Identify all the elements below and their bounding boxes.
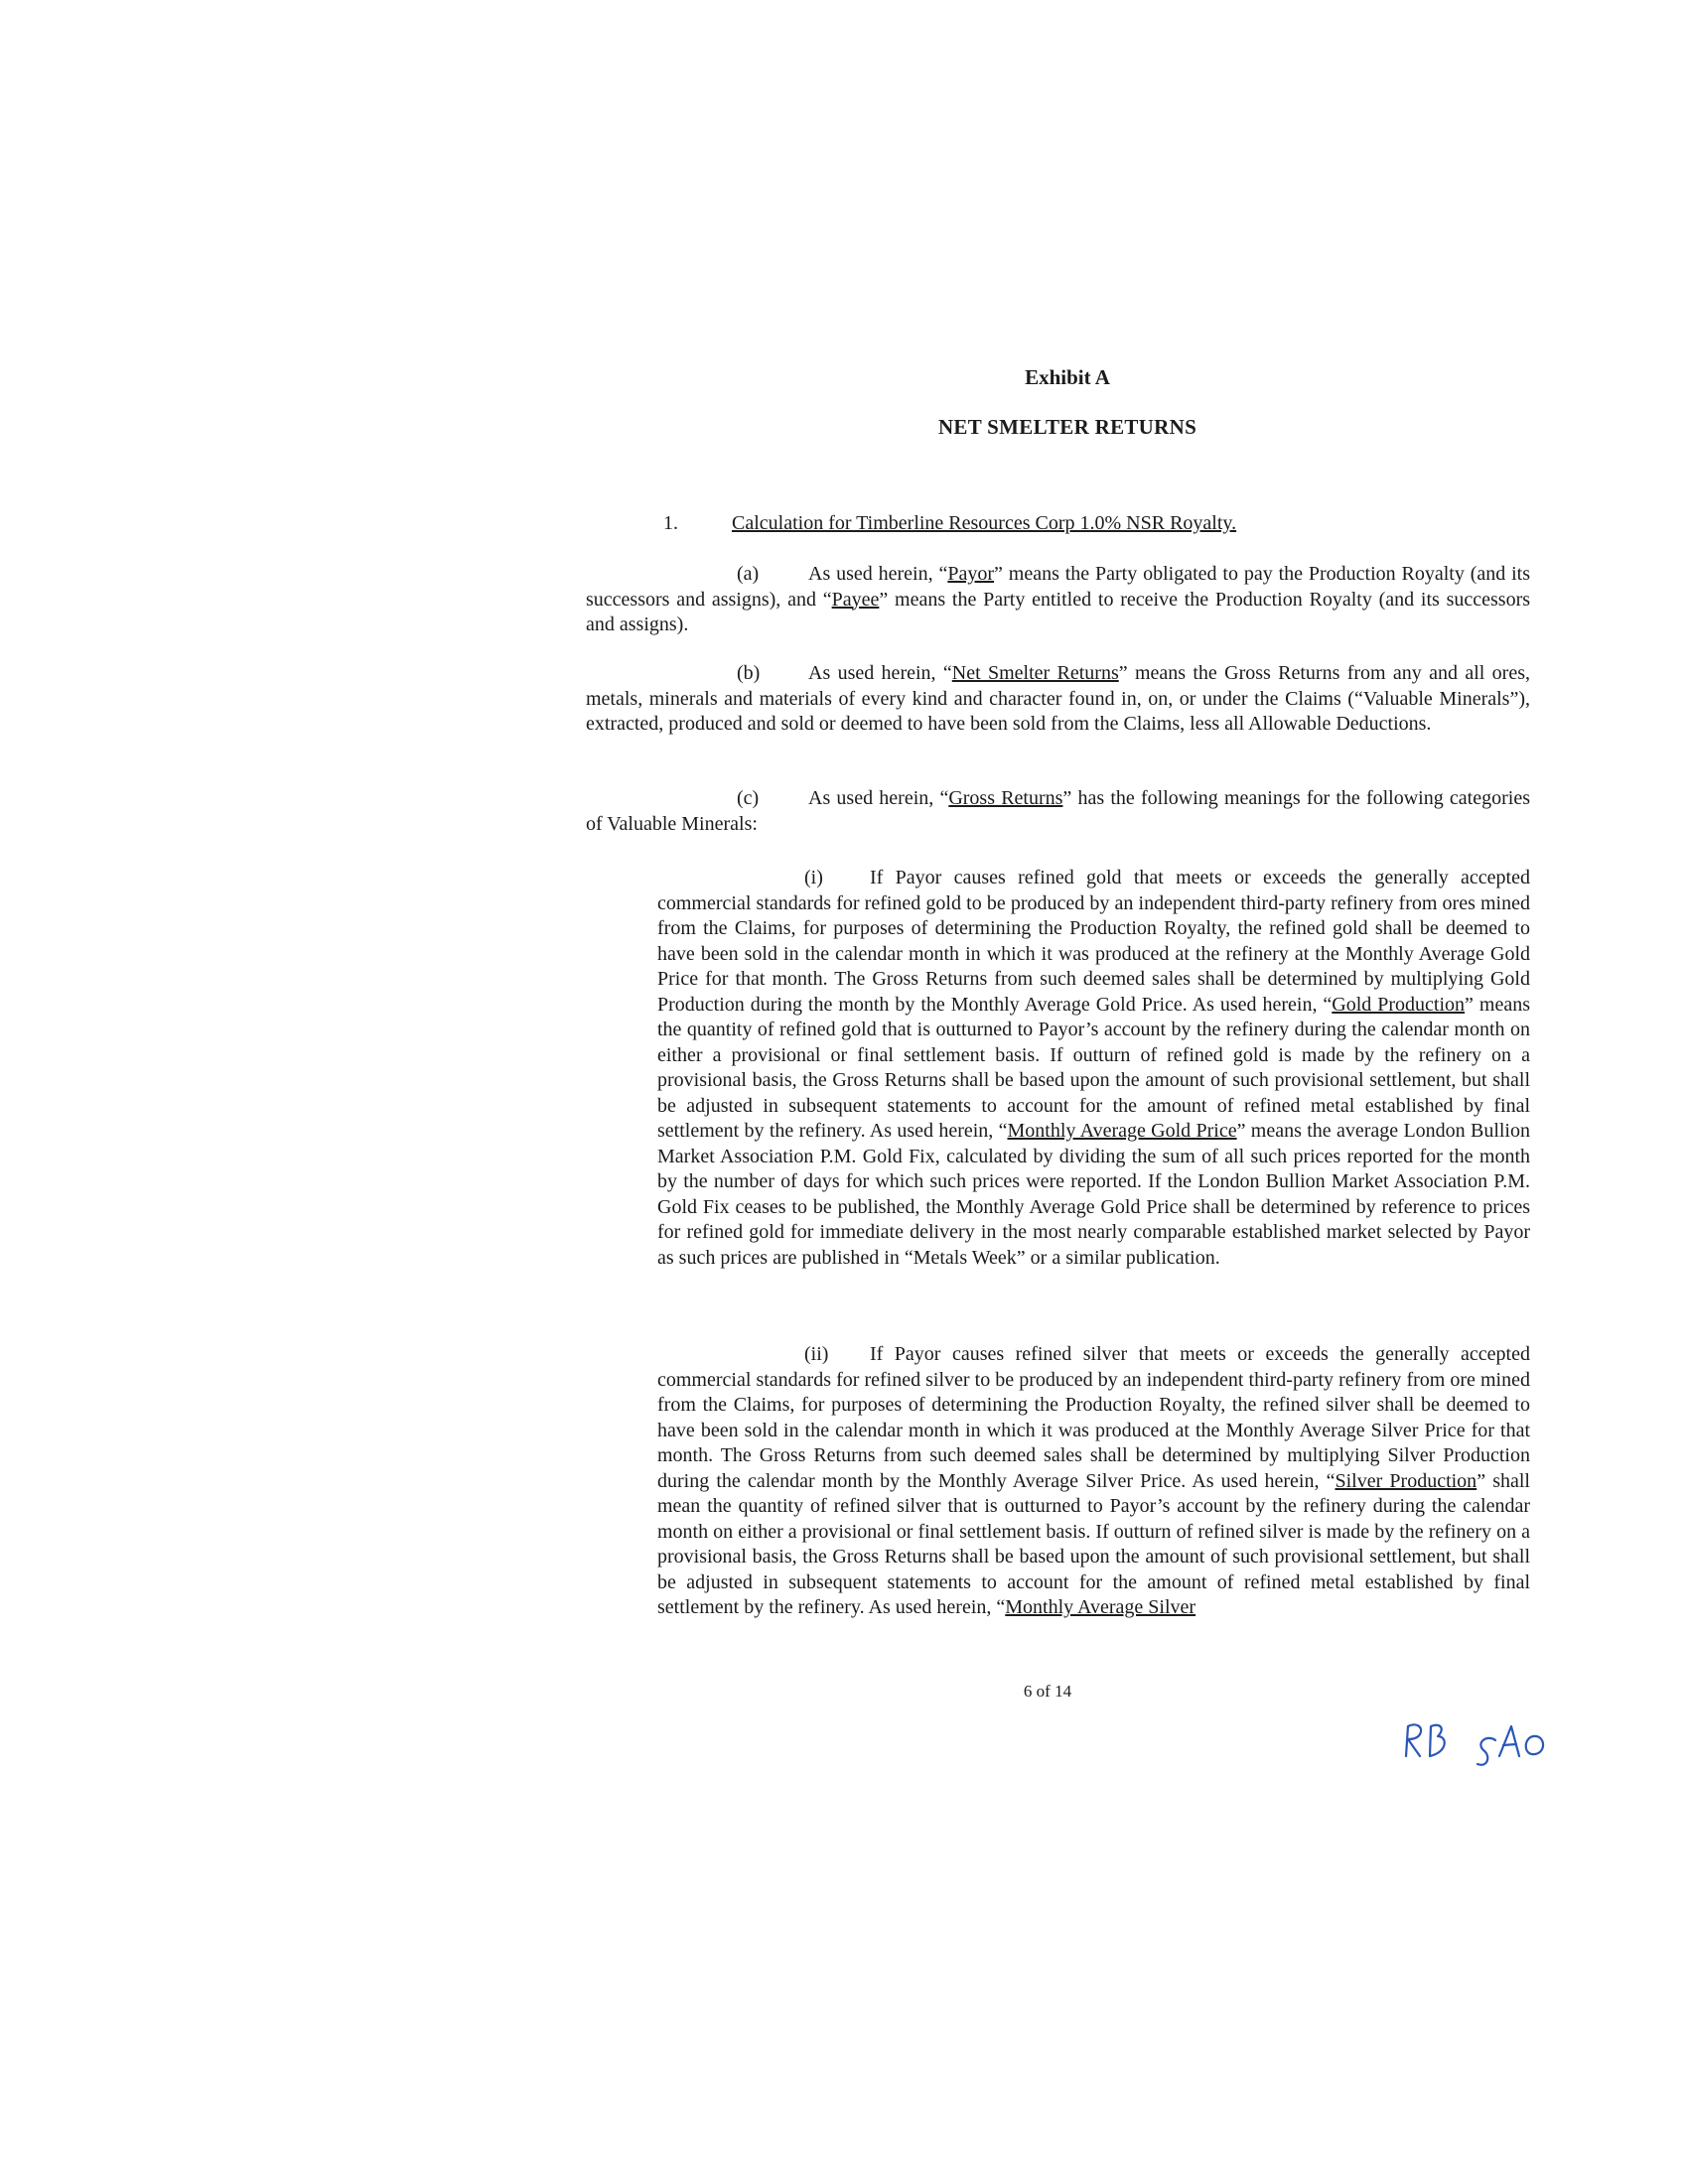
handwritten-initials: [1400, 1712, 1579, 1772]
paragraph-b: [586, 661, 1530, 738]
paragraph-text: ” has the following meanings for the following categories of Valuable Minerals:: [586, 787, 1530, 835]
defined-term-monthly-average-gold-price: Monthly Average Gold Price: [1007, 1120, 1237, 1142]
section-heading-text: Calculation for Timberline Resources Corp 1.0% NSR Royalty.: [732, 512, 1237, 534]
paragraph-text: ” means the Party obligated to pay the Production Royalty (and its successors and assigns), and “: [586, 563, 1531, 611]
paragraph-text: ” means the quantity of refined gold that is outturned to Payor’s account by the refinery during the calendar month on either a provisional or final settlement basis. If outturn of refined gold is made by the refinery on a provisional basis, the Gross Returns shall be based upon the amount of such provisional settlement, but shall be adjusted in subsequent statements to account for the amount of refined metal established by final settlement by the refinery. As used herein, “: [657, 993, 1530, 1142]
defined-term-gold-production: Gold Production: [1332, 993, 1466, 1016]
paragraph-text: ” means the Party entitled to receive the Production Royalty (and its successors and assigns).: [586, 588, 1531, 635]
paragraph-label: (ii): [804, 1343, 829, 1365]
paragraph-text: As used herein, “: [808, 662, 952, 684]
paragraph-a: [586, 562, 1530, 638]
paragraph-label: (i): [804, 867, 823, 888]
paragraph-text: ” means the Gross Returns from any and all ores, metals, minerals and materials of every kind and character found in, on, or under the Claims (“Valuable Minerals”), extracted, produced and sold or deemed to have been sold from the Claims, less all Allowable Deductions.: [586, 662, 1531, 735]
defined-term-payee: Payee: [831, 588, 880, 611]
defined-term-silver-production: Silver Production: [1335, 1469, 1477, 1492]
defined-term-gross-returns: Gross Returns: [948, 787, 1063, 809]
section-number: 1.: [663, 512, 678, 534]
defined-term-payor: Payor: [947, 563, 995, 585]
exhibit-title: Exhibit A: [1025, 365, 1110, 389]
paragraph-label: (c): [737, 787, 760, 809]
paragraph-text: As used herein, “: [808, 563, 948, 585]
paragraph-c: [586, 786, 1530, 837]
paragraph-text: ” shall mean the quantity of refined silver that is outturned to Payor’s account by the refinery during the calendar month on either a provisional or final settlement basis. If outturn of refined silver is made by the refinery on a provisional basis, the Gross Returns shall be based upon the amount of such provisional settlement, but shall be adjusted in subsequent statements to account for the amount of refined metal established by final settlement by the refinery. As used herein, “: [657, 1469, 1530, 1618]
paragraph-label: (a): [737, 563, 760, 585]
paragraph-text: If Payor causes refined gold that meets or exceeds the generally accepted commercial standards for refined gold to be produced by an independent third-party refinery from ores mined from the Claims, for purposes of determining the Production Royalty, the refined gold shall be deemed to have been sold in the calendar month in which it was produced at the refinery at the Monthly Average Gold Price for that month. The Gross Returns from such deemed sales shall be determined by multiplying Gold Production during the month by the Monthly Average Gold Price. As used herein, “: [657, 867, 1530, 1016]
defined-term-monthly-average-silver-price: Monthly Average Silver: [1005, 1596, 1196, 1618]
subparagraph-i: [657, 866, 1530, 1271]
defined-term-net-smelter-returns: Net Smelter Returns: [951, 662, 1119, 684]
paragraph-text: ” means the average London Bullion Market Association P.M. Gold Fix, calculated by dividing the sum of all such prices reported for the month by the number of days for which such prices were reported. If the London Bullion Market Association P.M. Gold Fix ceases to be published, the Monthly Average Gold Price shall be determined by reference to prices for refined gold for immediate delivery in the most nearly comparable established market selected by Payor as such prices are published in “Metals Week” or a similar publication.: [657, 1120, 1530, 1269]
paragraph-text: As used herein, “: [808, 787, 949, 809]
subparagraph-ii: [657, 1342, 1530, 1621]
document-title: NET SMELTER RETURNS: [937, 415, 1197, 439]
page-number: 6 of 14: [1023, 1682, 1072, 1701]
paragraph-label: (b): [737, 662, 761, 684]
paragraph-text: If Payor causes refined silver that meets or exceeds the generally accepted commercial standards for refined silver to be produced by an independent third-party refinery from ore mined from the Claims, for purposes of determining the Production Royalty, the refined silver shall be deemed to have been sold in the calendar month in which it was produced at the Monthly Average Silver Price for that month. The Gross Returns from such deemed sales shall be determined by multiplying Silver Production during the calendar month by the Monthly Average Silver Price. As used herein, “: [657, 1343, 1530, 1492]
